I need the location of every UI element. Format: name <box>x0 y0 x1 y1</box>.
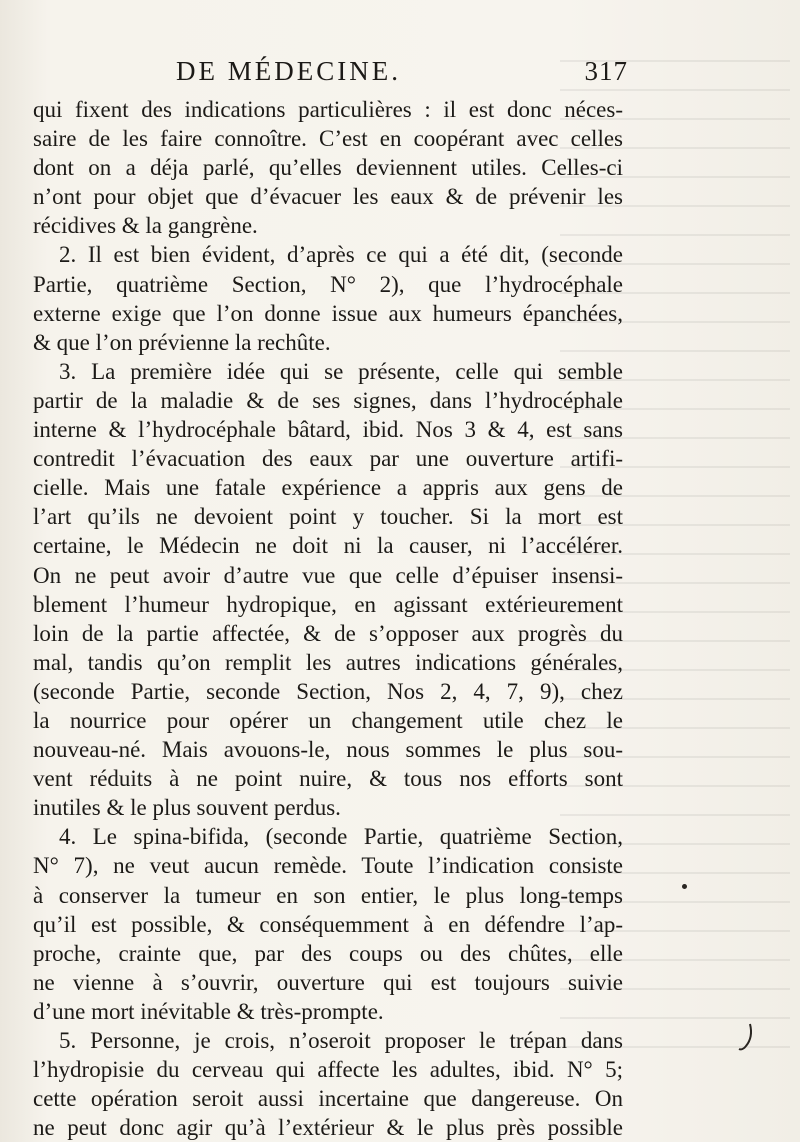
text-line: l’art qu’ils ne devoient point y toucher. Si la mort est <box>33 504 623 530</box>
text-line: contredit l’évacuation des eaux par une ouverture artifi- <box>33 446 623 472</box>
text-line: proche, crainte que, par des coups ou des chûtes, elle <box>33 940 623 966</box>
ink-mark <box>738 1022 756 1052</box>
text-line: partir de la maladie & de ses signes, dans l’hydrocéphale <box>33 387 623 413</box>
text-line: récidives & la gangrène. <box>33 213 258 239</box>
text-line: Partie, quatrième Section, N° 2), que l’hydrocéphale <box>33 271 623 297</box>
text-line: certaine, le Médecin ne doit ni la causer, ni l’accélérer. <box>33 533 623 559</box>
text-line: l’hydropisie du cerveau qui affecte les adultes, ibid. N° 5; <box>33 1057 623 1083</box>
text-line: mal, tandis qu’on remplit les autres indications générales, <box>33 649 623 675</box>
text-line: loin de la partie affectée, & de s’opposer aux progrès du <box>33 620 623 646</box>
text-line: ne peut donc agir qu’à l’extérieur & le plus près possible <box>33 1115 623 1141</box>
text-line: n’ont pour objet que d’évacuer les eaux & de prévenir les <box>33 184 623 210</box>
text-line: qui fixent des indications particulières : il est donc néces- <box>33 97 623 122</box>
text-line: cette opération seroit aussi incertaine que dangereuse. On <box>33 1086 623 1112</box>
text-line: 3. La première idée qui se présente, celle qui semble <box>59 358 623 384</box>
text-line: blement l’humeur hydropique, en agissant extérieurement <box>33 591 623 617</box>
text-line: 5. Personne, je crois, n’oseroit proposer le trépan dans <box>59 1028 623 1053</box>
text-line: & que l’on prévienne la rechûte. <box>33 329 331 355</box>
text-line: vent réduits à ne point nuire, & tous nos efforts sont <box>33 766 623 792</box>
text-line: à conserver la tumeur en son entier, le plus long-temps <box>33 882 623 908</box>
text-line: ne vienne à s’ouvrir, ouverture qui est toujours suivie <box>33 969 623 995</box>
text-line: nouveau-né. Mais avouons-le, nous sommes le plus sou- <box>33 737 623 763</box>
text-line: N° 7), ne veut aucun remède. Toute l’indication consiste <box>33 853 623 879</box>
text-line: inutiles & le plus souvent perdus. <box>33 795 341 821</box>
text-line: qu’il est possible, & conséquemment à en défendre l’ap- <box>33 911 623 937</box>
running-header <box>176 56 628 90</box>
text-line: la nourrice pour opérer un changement utile chez le <box>33 707 623 733</box>
text-line: 4. Le spina-bifida, (seconde Partie, quatrième Section, <box>59 824 623 850</box>
page-number: 317 <box>584 56 628 86</box>
text-line: 2. Il est bien évident, d’après ce qui a été dit, (seconde <box>59 242 623 268</box>
text-line: dont on a déja parlé, qu’elles deviennent utiles. Celles-ci <box>33 155 623 181</box>
text-line: d’une mort inévitable & très-prompte. <box>33 998 384 1024</box>
body-text <box>33 95 623 1142</box>
text-line: (seconde Partie, seconde Section, Nos 2, 4, 7, 9), chez <box>33 678 623 704</box>
text-line: externe exige que l’on donne issue aux humeurs épanchées, <box>33 300 623 326</box>
running-title: DE MÉDECINE. <box>176 56 401 86</box>
text-line: cielle. Mais une fatale expérience a appris aux gens de <box>33 475 623 501</box>
text-line: On ne peut avoir d’autre vue que celle d’épuiser insensi- <box>33 562 623 588</box>
text-line: interne & l’hydrocéphale bâtard, ibid. Nos 3 & 4, est sans <box>33 417 623 443</box>
text-line: saire de les faire connoître. C’est en coopérant avec celles <box>33 126 623 152</box>
margin-dot <box>682 884 687 889</box>
